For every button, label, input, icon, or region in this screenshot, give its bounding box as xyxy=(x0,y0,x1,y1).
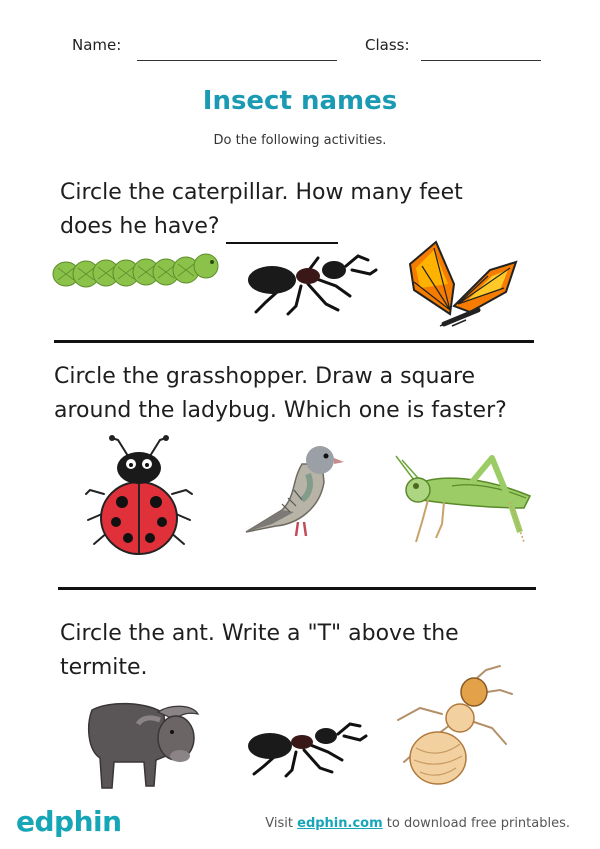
class-label: Class: xyxy=(365,36,410,54)
page-subtitle: Do the following activities. xyxy=(213,133,387,148)
caterpillar-picture[interactable] xyxy=(52,250,222,296)
footer-link[interactable]: edphin.com xyxy=(297,816,383,831)
butterfly-picture[interactable] xyxy=(406,240,520,328)
footer-text xyxy=(265,816,570,831)
section-divider-2 xyxy=(58,587,536,590)
question-2-line-1: Circle the grasshopper. Draw a square xyxy=(54,364,476,389)
footer-visit: Visit xyxy=(265,816,293,831)
page-title: Insect names xyxy=(202,86,398,116)
ant-picture-2[interactable] xyxy=(246,720,368,778)
section-divider-1 xyxy=(54,340,534,343)
question-1 xyxy=(60,176,463,244)
answer-blank-1[interactable] xyxy=(226,220,338,244)
termite-picture[interactable] xyxy=(390,664,514,788)
class-field[interactable] xyxy=(421,60,541,61)
ladybug-picture[interactable] xyxy=(84,434,194,556)
footer-rest: to download free printables. xyxy=(386,816,570,831)
name-label: Name: xyxy=(72,36,122,54)
name-field[interactable] xyxy=(137,60,337,61)
grasshopper-picture[interactable] xyxy=(392,452,534,546)
question-1-line-2: does he have? xyxy=(60,214,220,239)
edphin-logo: edphin xyxy=(16,805,122,838)
buffalo-picture[interactable] xyxy=(80,696,204,792)
pigeon-picture[interactable] xyxy=(242,440,346,540)
question-3-line-1: Circle the ant. Write a "T" above the xyxy=(60,621,459,646)
question-2 xyxy=(54,360,507,428)
question-3-line-2: termite. xyxy=(60,655,148,680)
ant-picture[interactable] xyxy=(246,252,380,316)
question-1-line-1: Circle the caterpillar. How many feet xyxy=(60,180,463,205)
question-2-line-2: around the ladybug. Which one is faster? xyxy=(54,398,507,423)
